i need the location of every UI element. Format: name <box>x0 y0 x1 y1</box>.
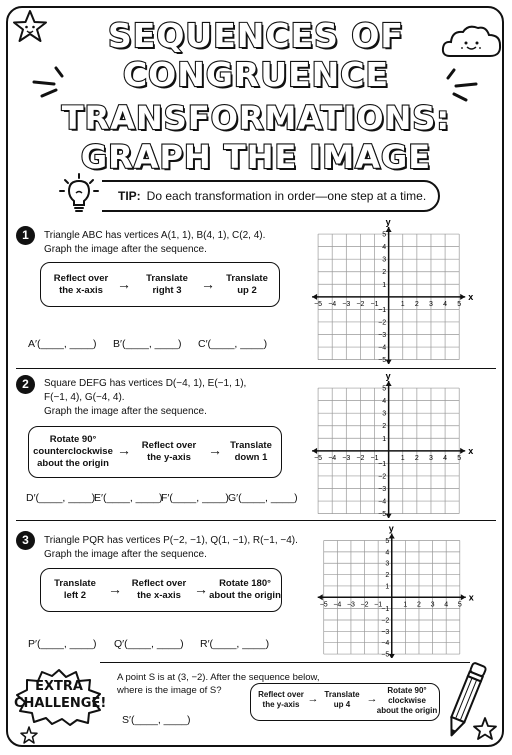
problem-1-line-1: Triangle ABC has vertices A(1, 1), B(4, 1), C(2, 4). <box>44 230 266 241</box>
y-axis-label: y <box>388 526 394 534</box>
x-tick-label: 5 <box>457 454 462 462</box>
extra-line-1: A point S is at (3, −2). After the sequence below, <box>117 672 320 683</box>
y-tick-label: −4 <box>381 640 390 648</box>
y-tick-label: 2 <box>382 269 387 277</box>
y-tick-label: 3 <box>385 560 390 568</box>
problem-3-step-2: Reflect over the x-axis <box>131 578 187 601</box>
y-tick-label: 1 <box>385 583 390 591</box>
y-tick-label: 4 <box>382 244 387 252</box>
tip-message: Do each transformation in order—one step at a time. <box>146 189 427 203</box>
problem-1-sequence-box <box>40 262 280 307</box>
problem-2-sequence-box <box>28 426 282 478</box>
x-tick-label: 3 <box>429 454 433 462</box>
x-tick-label: −2 <box>360 601 369 609</box>
x-tick-label: −2 <box>356 300 365 308</box>
answer-b-prime[interactable]: B′(____, ____) <box>113 338 182 350</box>
x-tick-label: −1 <box>370 454 379 462</box>
x-tick-label: −5 <box>319 601 328 609</box>
problem-1-line-2: Graph the image after the sequence. <box>44 244 207 255</box>
problem-2-step-2: Reflect over the y-axis <box>141 440 197 463</box>
problem-2-step-3: Translate down 1 <box>230 440 272 463</box>
x-tick-label: −4 <box>328 300 337 308</box>
x-tick-label: 4 <box>444 601 449 609</box>
x-tick-label: 1 <box>403 601 408 609</box>
arrow-right-icon: → <box>117 442 131 458</box>
answer-d-prime[interactable]: D′(____, ____) <box>26 492 96 504</box>
x-tick-label: −3 <box>342 300 351 308</box>
x-tick-label: 4 <box>443 300 448 308</box>
y-tick-label: −4 <box>378 498 387 506</box>
x-tick-label: 2 <box>414 300 419 308</box>
coordinate-grid-3[interactable] <box>314 526 476 658</box>
problem-3-line-2: Graph the image after the sequence. <box>44 549 207 560</box>
y-tick-label: −1 <box>378 460 387 468</box>
x-tick-label: 1 <box>400 454 405 462</box>
x-axis-label: x <box>468 291 474 302</box>
y-axis-label: y <box>385 372 391 382</box>
extra-step-3: Rotate 90° clockwise about the origin <box>376 686 438 715</box>
x-tick-label: 4 <box>443 454 448 462</box>
arrow-right-icon: → <box>194 581 208 597</box>
extra-step-2: Translate up 4 <box>324 690 360 709</box>
coordinate-grid-2[interactable] <box>308 372 476 518</box>
x-tick-label: −1 <box>374 601 383 609</box>
answer-q-prime[interactable]: Q′(____, ____) <box>114 638 184 650</box>
answer-a-prime[interactable]: A′(____, ____) <box>28 338 97 350</box>
x-tick-label: −3 <box>346 601 355 609</box>
lightbulb-icon <box>56 172 102 218</box>
coordinate-grid-1[interactable] <box>308 218 476 364</box>
y-tick-label: −3 <box>381 628 390 636</box>
answer-f-prime[interactable]: F′(____, ____) <box>161 492 229 504</box>
y-tick-label: −1 <box>381 606 390 614</box>
problem-2-number: 2 <box>16 375 35 394</box>
y-tick-label: 5 <box>385 538 390 546</box>
tip-text <box>118 189 426 203</box>
extra-step-1: Reflect over the y-axis <box>258 690 304 709</box>
x-tick-label: −5 <box>314 300 323 308</box>
section-divider <box>16 520 496 521</box>
arrow-right-icon: → <box>117 276 131 292</box>
arrow-right-icon: → <box>108 581 122 597</box>
y-tick-label: −3 <box>378 332 387 340</box>
y-tick-label: −2 <box>378 319 387 327</box>
y-tick-label: −5 <box>381 651 390 658</box>
y-tick-label: 3 <box>382 410 387 418</box>
x-tick-label: 1 <box>400 300 405 308</box>
x-tick-label: −1 <box>370 300 379 308</box>
x-axis-label: x <box>468 592 474 603</box>
y-tick-label: −3 <box>378 486 387 494</box>
answer-g-prime[interactable]: G′(____, ____) <box>228 492 298 504</box>
y-tick-label: 3 <box>382 256 387 264</box>
arrow-right-icon: → <box>201 276 215 292</box>
title-line-2: CONGRUENCE <box>122 55 390 94</box>
y-tick-label: 1 <box>382 281 387 289</box>
answer-e-prime[interactable]: E′(____, ____) <box>94 492 163 504</box>
x-tick-label: −4 <box>328 454 337 462</box>
title-line-3: TRANSFORMATIONS: <box>61 99 451 137</box>
y-tick-label: 5 <box>382 231 387 239</box>
x-tick-label: −3 <box>342 454 351 462</box>
problem-1-step-3: Translate up 2 <box>226 273 268 296</box>
tip-label: TIP: <box>118 189 141 203</box>
y-tick-label: −5 <box>378 357 387 364</box>
x-tick-label: 3 <box>429 300 433 308</box>
answer-p-prime[interactable]: P′(____, ____) <box>28 638 97 650</box>
answer-r-prime[interactable]: R′(____, ____) <box>200 638 270 650</box>
problem-2-line-3: Graph the image after the sequence. <box>44 406 207 417</box>
extra-sequence-box <box>250 683 440 721</box>
y-tick-label: −5 <box>378 511 387 518</box>
problem-3-step-3: Rotate 180° about the origin <box>209 578 281 601</box>
problem-2-line-2: F(−1, 4), G(−4, 4). <box>44 392 125 403</box>
problem-2-line-1: Square DEFG has vertices D(−4, 1), E(−1, 1), <box>44 378 247 389</box>
x-tick-label: 5 <box>457 601 462 609</box>
title-line-4: GRAPH THE IMAGE <box>80 138 432 176</box>
answer-c-prime[interactable]: C′(____, ____) <box>198 338 268 350</box>
x-tick-label: −4 <box>333 601 342 609</box>
extra-line-2: where is the image of S? <box>117 685 222 696</box>
x-tick-label: 2 <box>414 454 419 462</box>
problem-1-number: 1 <box>16 226 35 245</box>
section-divider <box>16 368 496 369</box>
extra-challenge-text: EXTRA CHALLENGE! <box>14 679 107 711</box>
problem-1-step-1: Reflect over the x-axis <box>53 273 109 296</box>
problem-3-line-1: Triangle PQR has vertices P(−2, −1), Q(1, −1), R(−1, −4). <box>44 535 298 546</box>
title-line-1: SEQUENCES OF <box>108 16 404 55</box>
arrow-right-icon: → <box>208 442 222 458</box>
extra-challenge-badge <box>14 668 107 726</box>
y-tick-label: 2 <box>385 572 390 580</box>
problem-3-sequence-box <box>40 568 282 612</box>
y-axis-label: y <box>385 218 391 228</box>
answer-s-prime[interactable]: S′(____, ____) <box>122 714 191 726</box>
problem-1-step-2: Translate right 3 <box>146 273 188 296</box>
x-tick-label: 3 <box>430 601 435 609</box>
star-icon <box>472 716 498 742</box>
arrow-right-icon: → <box>307 693 319 705</box>
problem-3-number: 3 <box>16 531 35 550</box>
section-divider <box>100 662 470 663</box>
y-tick-label: 2 <box>382 423 387 431</box>
arrow-right-icon: → <box>366 693 378 705</box>
y-tick-label: 4 <box>382 398 387 406</box>
x-tick-label: 5 <box>457 300 462 308</box>
y-tick-label: −1 <box>378 306 387 314</box>
y-tick-label: 4 <box>385 549 390 557</box>
tip-box <box>70 180 440 212</box>
x-tick-label: −5 <box>314 454 323 462</box>
y-tick-label: 1 <box>382 435 387 443</box>
problem-2-step-1: Rotate 90° counterclockwise about the origin <box>33 434 113 469</box>
y-tick-label: −2 <box>378 473 387 481</box>
y-tick-label: −4 <box>378 344 387 352</box>
problem-3-step-1: Translate left 2 <box>54 578 96 601</box>
y-tick-label: 5 <box>382 385 387 393</box>
y-tick-label: −2 <box>381 617 390 625</box>
star-icon <box>20 726 38 744</box>
x-tick-label: 2 <box>417 601 421 609</box>
x-axis-label: x <box>468 445 474 456</box>
x-tick-label: −2 <box>356 454 365 462</box>
